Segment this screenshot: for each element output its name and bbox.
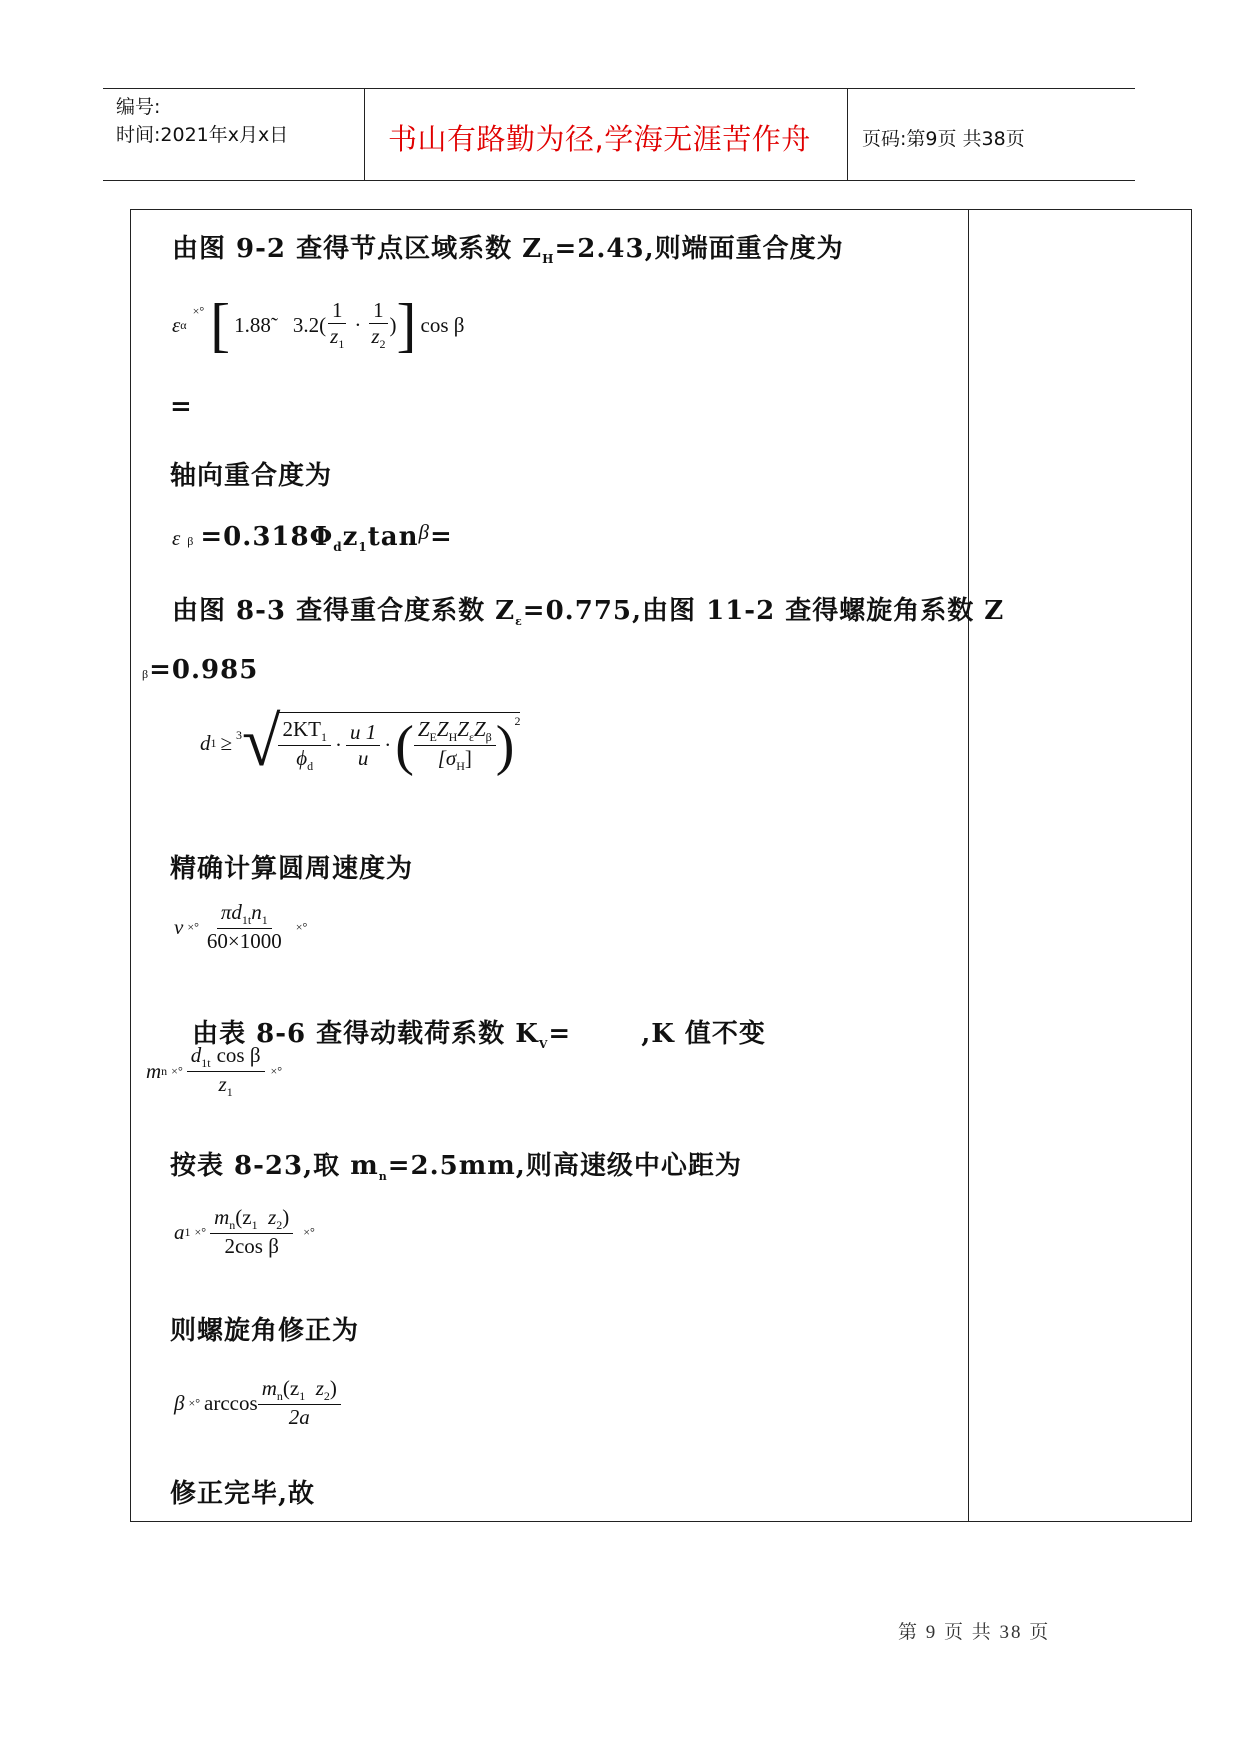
equals-line: =: [170, 392, 193, 422]
doc-time-label: 时间:2021年x月x日: [116, 124, 289, 146]
formula-epsilon-alpha: ε α ×° [ 1.88̃ 3.2( $\frac{1}{z_1}$ · $\frac{1}{z_2}$ ) ] cos β: [172, 292, 465, 358]
formula-beta: β ×° arccos $\frac{m_n(z_1 z_2)}{2a}$: [174, 1376, 341, 1430]
formula-mn: m n ×° $\frac{d_{1t} \cos \beta}{z_1}$ ×°: [146, 1043, 283, 1100]
text-line-mn-choice: 按表 8-23,取 $m_n=2.5mm$,则高速级中心距为: [170, 1151, 742, 1184]
header-divider-right: [847, 88, 848, 180]
header-bottom-rule: [103, 180, 1135, 181]
text-line-done: 修正完毕,故: [170, 1479, 316, 1509]
text-line-eps-beta: $\varepsilon\beta =0.318\Phi_dz_1\tan^\beta=$: [172, 520, 453, 555]
formula-a1: a 1 ×° $\frac{m_n(z_1 z_2)}{\text{2cos β}}$ ×°: [174, 1205, 315, 1259]
page-code: 页码:第9页 共38页: [862, 128, 1025, 150]
formula-d1: d 1 ≥ $^3$ √ $\frac{2KT_1}{\phi_d}$ · $\frac{u 1}{u}$ · ( $\frac{Z_EZ_HZ_\varepsilon Z_\beta}{[\sigma_H]}$ ) $^2$: [200, 704, 521, 781]
text-line-speed: 精确计算圆周速度为: [170, 854, 414, 884]
doc-number-label: 编号:: [116, 96, 161, 118]
header-motto: 书山有路勤为径,学海无涯苦作舟: [388, 122, 811, 156]
formula-velocity: v ×° $\frac{\pi d_{1t}n_1}{60\times 1000}$ ×°: [174, 900, 308, 954]
page-footer: 第 9 页 共 38 页: [898, 1622, 1051, 1643]
header-divider-left: [364, 88, 365, 180]
table-column-divider: [968, 209, 969, 1522]
text-line-kv: 由表 8-6 查得动载荷系数 $K_V= ,K$ 值不变: [192, 1019, 766, 1052]
text-line-axial-overlap: 轴向重合度为: [170, 461, 333, 491]
header-top-rule: [103, 88, 1135, 89]
text-line-z-eps: 由图 8-3 查得重合度系数 $Z_\varepsilon=0.775$,由图 11-2 查得螺旋角系数 Z: [172, 596, 1005, 629]
text-line-z-beta: β=0.985: [142, 655, 259, 685]
text-line-zh-coefficient: 由图 9-2 查得节点区域系数 $Z_H=2.43$,则端面重合度为: [172, 234, 844, 267]
text-line-helix-correction: 则螺旋角修正为: [170, 1316, 360, 1346]
